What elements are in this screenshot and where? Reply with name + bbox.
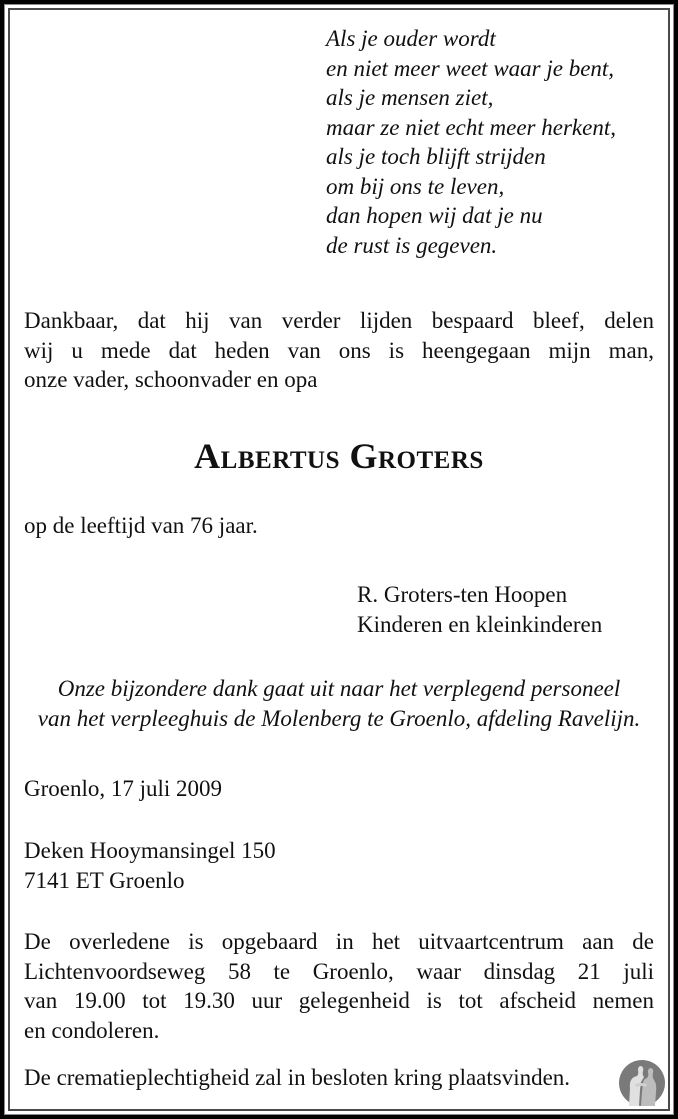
announcement-line: wij u mede dat heden van ons is heengegaan mijn man, (24, 337, 654, 363)
thanks-note (24, 674, 654, 734)
poem-line: en niet meer weet waar je bent, (326, 55, 615, 81)
signatory-line: R. Groters-ten Hoopen (357, 582, 568, 607)
viewing-line: De overledene is opgebaard in het uitvaartcentrum aan de (24, 929, 654, 954)
place-date: Groenlo, 17 juli 2009 (24, 776, 223, 801)
poem-line: als je mensen ziet, (326, 85, 494, 110)
signatory-line: Kinderen en kleinkinderen (357, 611, 603, 637)
viewing-paragraph (24, 927, 654, 1045)
poem-line: om bij ons te leven, (326, 173, 505, 199)
poem-line: Als je ouder wordt (326, 26, 496, 51)
poem-line: als je toch blijft strijden (326, 144, 546, 169)
memorial-figures-icon (619, 1060, 665, 1106)
thanks-line: Onze bijzondere dank gaat uit naar het verplegend personeel (57, 676, 621, 701)
viewing-line: en condoleren. (24, 1017, 160, 1043)
announcement-line: Dankbaar, dat hij van verder lijden bespaard bleef, delen (24, 308, 654, 333)
age-text: op de leeftijd van 76 jaar. (24, 513, 258, 538)
announcement-paragraph (24, 306, 654, 395)
poem-line: dan hopen wij dat je nu (326, 203, 543, 228)
address-street: Deken Hooymansingel 150 (24, 838, 276, 863)
deceased-name: Albertus Groters (194, 436, 484, 476)
poem-line: maar ze niet echt meer herkent, (326, 114, 616, 140)
thanks-line: van het verpleeghuis de Molenberg te Groenlo, afdeling Ravelijn. (37, 706, 641, 731)
poem-line: de rust is gegeven. (326, 232, 498, 258)
viewing-line: Lichtenvoordseweg 58 te Groenlo, waar dinsdag 21 juli (24, 958, 654, 984)
viewing-line: van 19.00 tot 19.30 uur gelegenheid is tot afscheid nemen (24, 988, 654, 1013)
address-postal-city: 7141 ET Groenlo (24, 867, 185, 893)
announcement-line: onze vader, schoonvader en opa (24, 367, 318, 392)
cremation-note: De crematieplechtigheid zal in besloten kring plaatsvinden. (24, 1065, 571, 1090)
